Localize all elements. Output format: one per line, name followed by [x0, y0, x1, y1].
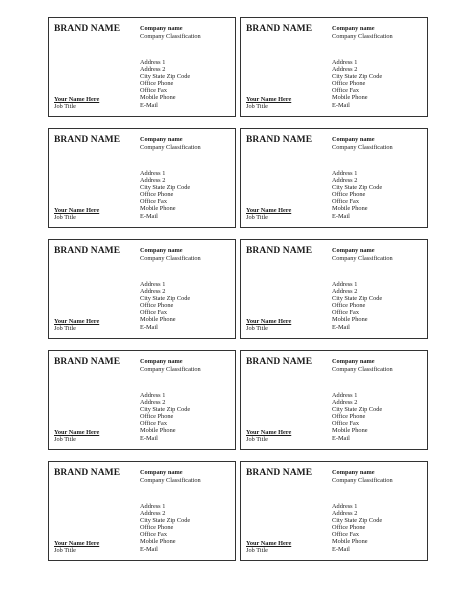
brand-name: BRAND NAME — [246, 468, 313, 478]
contact-block — [140, 281, 190, 331]
job-title: Job Title — [246, 103, 268, 111]
company-block — [140, 469, 201, 484]
city-state-zip: City State Zip Code — [140, 184, 191, 192]
person-name: Your Name Here — [54, 96, 100, 103]
email: E-Mail — [140, 434, 158, 442]
city-state-zip: City State Zip Code — [332, 295, 383, 303]
office-phone: Office Phone — [332, 80, 366, 88]
office-fax: Office Fax — [140, 420, 167, 428]
person-block — [54, 429, 99, 444]
company-name: Company name — [332, 358, 375, 365]
person-block — [246, 429, 291, 444]
person-block — [246, 540, 291, 555]
office-phone: Office Phone — [140, 191, 174, 199]
email: E-Mail — [140, 545, 158, 553]
brand-name: BRAND NAME — [246, 24, 313, 34]
address-line-2: Address 2 — [140, 510, 166, 518]
company-classification: Company Classification — [332, 143, 393, 151]
address-line-1: Address 1 — [140, 503, 166, 510]
address-line-1: Address 1 — [140, 170, 166, 177]
email: E-Mail — [332, 323, 350, 331]
address-line-2: Address 2 — [140, 399, 166, 407]
email: E-Mail — [332, 101, 350, 109]
job-title: Job Title — [246, 325, 268, 333]
person-name: Your Name Here — [246, 429, 292, 436]
mobile-phone: Mobile Phone — [332, 94, 368, 102]
contact-block — [140, 170, 190, 220]
mobile-phone: Mobile Phone — [332, 205, 368, 213]
company-classification: Company Classification — [140, 365, 201, 373]
company-block — [140, 358, 201, 373]
city-state-zip: City State Zip Code — [332, 517, 383, 525]
address-line-2: Address 2 — [332, 66, 358, 74]
address-line-1: Address 1 — [332, 392, 358, 399]
business-card[interactable] — [48, 239, 236, 339]
company-classification: Company Classification — [332, 254, 393, 262]
office-fax: Office Fax — [332, 420, 359, 428]
city-state-zip: City State Zip Code — [332, 73, 383, 81]
office-fax: Office Fax — [140, 87, 167, 95]
company-name: Company name — [332, 469, 375, 476]
address-line-2: Address 2 — [140, 66, 166, 74]
address-line-2: Address 2 — [140, 288, 166, 296]
brand-name: BRAND NAME — [54, 357, 121, 367]
person-block — [246, 207, 291, 222]
city-state-zip: City State Zip Code — [140, 517, 191, 525]
office-phone: Office Phone — [140, 524, 174, 532]
business-card[interactable] — [48, 128, 236, 228]
address-line-2: Address 2 — [332, 177, 358, 185]
company-block — [332, 247, 393, 262]
office-phone: Office Phone — [332, 413, 366, 421]
business-card[interactable] — [48, 461, 236, 561]
city-state-zip: City State Zip Code — [140, 406, 191, 414]
address-line-2: Address 2 — [332, 288, 358, 296]
company-name: Company name — [332, 25, 375, 32]
person-name: Your Name Here — [54, 540, 100, 547]
company-block — [332, 469, 393, 484]
email: E-Mail — [140, 101, 158, 109]
mobile-phone: Mobile Phone — [140, 538, 176, 546]
city-state-zip: City State Zip Code — [332, 184, 383, 192]
person-name: Your Name Here — [54, 429, 100, 436]
person-block — [246, 96, 291, 111]
office-fax: Office Fax — [140, 198, 167, 206]
email: E-Mail — [140, 323, 158, 331]
person-name: Your Name Here — [246, 318, 292, 325]
contact-block — [332, 59, 382, 109]
email: E-Mail — [140, 212, 158, 220]
email: E-Mail — [332, 212, 350, 220]
brand-name: BRAND NAME — [54, 468, 121, 478]
office-fax: Office Fax — [140, 531, 167, 539]
job-title: Job Title — [54, 214, 76, 222]
job-title: Job Title — [246, 547, 268, 555]
office-fax: Office Fax — [332, 309, 359, 317]
office-phone: Office Phone — [332, 302, 366, 310]
company-classification: Company Classification — [332, 365, 393, 373]
brand-name: BRAND NAME — [246, 357, 313, 367]
contact-block — [140, 392, 190, 442]
company-name: Company name — [332, 247, 375, 254]
company-block — [140, 247, 201, 262]
person-block — [54, 540, 99, 555]
company-classification: Company Classification — [140, 254, 201, 262]
person-block — [54, 207, 99, 222]
office-phone: Office Phone — [140, 302, 174, 310]
company-classification: Company Classification — [332, 32, 393, 40]
business-card[interactable] — [240, 350, 428, 450]
office-fax: Office Fax — [332, 87, 359, 95]
contact-block — [332, 170, 382, 220]
person-block — [54, 318, 99, 333]
city-state-zip: City State Zip Code — [140, 73, 191, 81]
address-line-1: Address 1 — [140, 392, 166, 399]
company-block — [140, 136, 201, 151]
office-phone: Office Phone — [140, 413, 174, 421]
email: E-Mail — [332, 434, 350, 442]
company-name: Company name — [332, 136, 375, 143]
job-title: Job Title — [54, 436, 76, 444]
address-line-1: Address 1 — [332, 59, 358, 66]
office-phone: Office Phone — [332, 524, 366, 532]
job-title: Job Title — [54, 103, 76, 111]
brand-name: BRAND NAME — [246, 246, 313, 256]
office-fax: Office Fax — [140, 309, 167, 317]
mobile-phone: Mobile Phone — [140, 94, 176, 102]
business-card[interactable] — [240, 239, 428, 339]
contact-block — [332, 281, 382, 331]
contact-block — [332, 503, 382, 553]
person-name: Your Name Here — [246, 207, 292, 214]
address-line-2: Address 2 — [140, 177, 166, 185]
address-line-1: Address 1 — [332, 503, 358, 510]
mobile-phone: Mobile Phone — [140, 427, 176, 435]
address-line-2: Address 2 — [332, 399, 358, 407]
company-classification: Company Classification — [140, 143, 201, 151]
mobile-phone: Mobile Phone — [332, 427, 368, 435]
mobile-phone: Mobile Phone — [332, 316, 368, 324]
company-classification: Company Classification — [332, 476, 393, 484]
business-card[interactable] — [240, 461, 428, 561]
mobile-phone: Mobile Phone — [140, 205, 176, 213]
contact-block — [332, 392, 382, 442]
contact-block — [140, 59, 190, 109]
person-block — [54, 96, 99, 111]
office-phone: Office Phone — [332, 191, 366, 199]
office-fax: Office Fax — [332, 198, 359, 206]
business-card[interactable] — [48, 350, 236, 450]
company-block — [140, 25, 201, 40]
company-name: Company name — [140, 247, 183, 254]
company-name: Company name — [140, 25, 183, 32]
mobile-phone: Mobile Phone — [140, 316, 176, 324]
person-name: Your Name Here — [54, 207, 100, 214]
brand-name: BRAND NAME — [246, 135, 313, 145]
mobile-phone: Mobile Phone — [332, 538, 368, 546]
contact-block — [140, 503, 190, 553]
address-line-2: Address 2 — [332, 510, 358, 518]
office-phone: Office Phone — [140, 80, 174, 88]
business-card[interactable] — [240, 17, 428, 117]
company-name: Company name — [140, 469, 183, 476]
person-block — [246, 318, 291, 333]
city-state-zip: City State Zip Code — [332, 406, 383, 414]
company-classification: Company Classification — [140, 476, 201, 484]
company-block — [332, 25, 393, 40]
company-block — [332, 136, 393, 151]
person-name: Your Name Here — [246, 540, 292, 547]
office-fax: Office Fax — [332, 531, 359, 539]
company-classification: Company Classification — [140, 32, 201, 40]
address-line-1: Address 1 — [332, 170, 358, 177]
brand-name: BRAND NAME — [54, 135, 121, 145]
company-name: Company name — [140, 136, 183, 143]
job-title: Job Title — [246, 214, 268, 222]
person-name: Your Name Here — [54, 318, 100, 325]
job-title: Job Title — [246, 436, 268, 444]
email: E-Mail — [332, 545, 350, 553]
address-line-1: Address 1 — [140, 59, 166, 66]
brand-name: BRAND NAME — [54, 246, 121, 256]
person-name: Your Name Here — [246, 96, 292, 103]
job-title: Job Title — [54, 547, 76, 555]
business-card[interactable] — [240, 128, 428, 228]
address-line-1: Address 1 — [332, 281, 358, 288]
company-name: Company name — [140, 358, 183, 365]
company-block — [332, 358, 393, 373]
address-line-1: Address 1 — [140, 281, 166, 288]
city-state-zip: City State Zip Code — [140, 295, 191, 303]
brand-name: BRAND NAME — [54, 24, 121, 34]
business-card[interactable] — [48, 17, 236, 117]
job-title: Job Title — [54, 325, 76, 333]
